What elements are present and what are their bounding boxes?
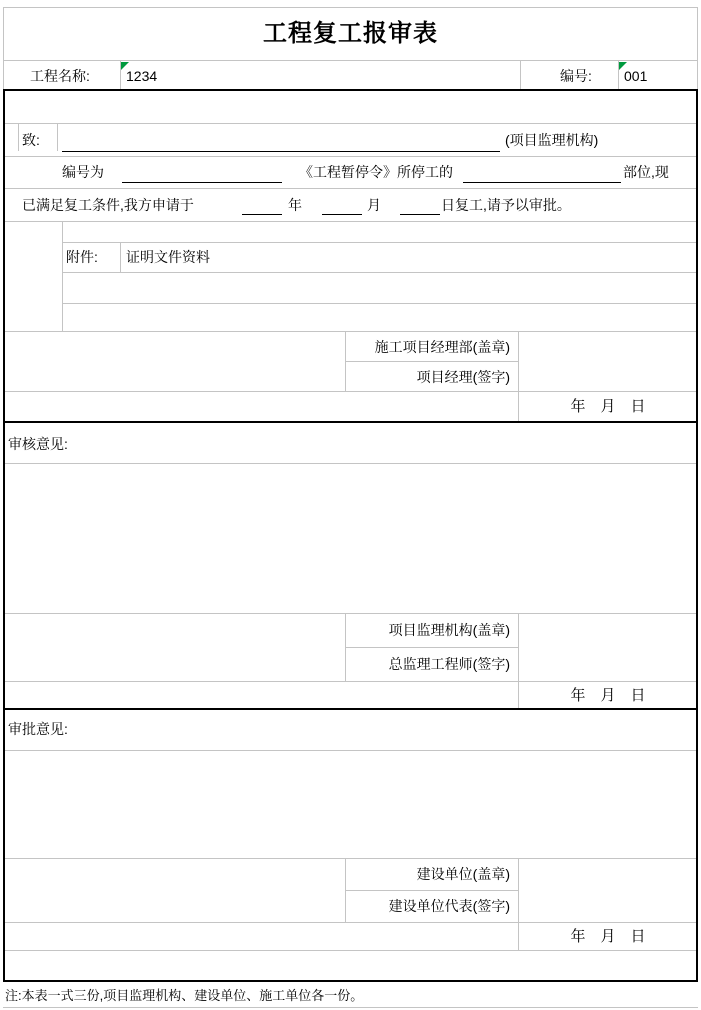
grid-line [5,123,696,124]
header-row [3,61,698,89]
grid-line [345,361,518,362]
approval-date-label: 年 月 日 [570,928,646,945]
approval-section-label: 审批意见: [8,721,68,737]
grid-line [5,922,696,923]
to-blank-field[interactable] [62,151,500,152]
grid-line [5,188,696,189]
apply-sentence-suffix: 日复工,请予以审批。 [441,197,571,213]
grid-line [345,890,518,891]
project-manager-sign-label: 项目经理(签字) [416,369,510,385]
order-number-prefix: 编号为 [62,164,104,180]
month-blank-field[interactable] [322,214,362,215]
form-title: 工程复工报审表 [263,20,438,47]
client-rep-sign-label: 建设单位代表(签字) [388,898,510,914]
review-opinion-area[interactable] [5,464,696,612]
chief-engineer-sign-label: 总监理工程师(签字) [388,656,510,672]
review-date-label: 年 月 日 [570,687,646,704]
project-name-value[interactable]: 1234 [126,68,158,84]
month-label: 月 [367,197,381,213]
grid-line [120,242,121,272]
number-label: 编号: [560,68,592,84]
attachment-label: 附件: [66,249,98,265]
grid-line [62,242,696,243]
apply-sentence-prefix: 已满足复工条件,我方申请于 [22,197,194,213]
supervision-stamp-label: 项目监理机构(盖章) [388,622,510,638]
section-divider [3,421,698,423]
contractor-date-label: 年 月 日 [570,398,646,415]
grid-line [5,950,696,951]
contractor-stamp-cell[interactable] [519,332,696,391]
grid-line [3,1007,698,1008]
section-divider [3,708,698,710]
grid-line [5,391,696,392]
client-stamp-cell[interactable] [519,859,696,922]
footer-note: 注:本表一式三份,项目监理机构、建设单位、施工单位各一份。 [5,988,364,1003]
grid-line [5,681,696,682]
work-part-suffix: 部位,现 [623,164,669,180]
work-part-blank-field[interactable] [463,182,621,183]
year-label: 年 [288,197,302,213]
supervision-stamp-cell[interactable] [519,614,696,680]
grid-line [5,221,696,222]
project-name-label: 工程名称: [30,68,90,84]
grid-line [18,123,19,151]
review-section-label: 审核意见: [8,436,68,452]
approval-opinion-area[interactable] [5,751,696,857]
grid-line [520,61,521,89]
contractor-stamp-label: 施工项目经理部(盖章) [374,339,510,355]
client-stamp-label: 建设单位(盖章) [416,866,510,882]
title-box [3,7,698,61]
cell-error-marker-icon [121,62,129,70]
attachment-value[interactable]: 证明文件资料 [126,249,210,265]
supervision-org-hint: (项目监理机构) [505,132,599,148]
day-blank-field[interactable] [400,214,440,215]
order-number-blank-field[interactable] [122,182,282,183]
cell-error-marker-icon [619,62,627,70]
number-value[interactable]: 001 [624,68,648,84]
grid-line [57,123,58,151]
to-label: 致: [22,132,40,148]
year-blank-field[interactable] [242,214,282,215]
attachment-extra-area[interactable] [63,273,696,330]
suspension-order-text: 《工程暂停令》所停工的 [299,164,453,180]
grid-line [345,647,518,648]
grid-line [5,156,696,157]
